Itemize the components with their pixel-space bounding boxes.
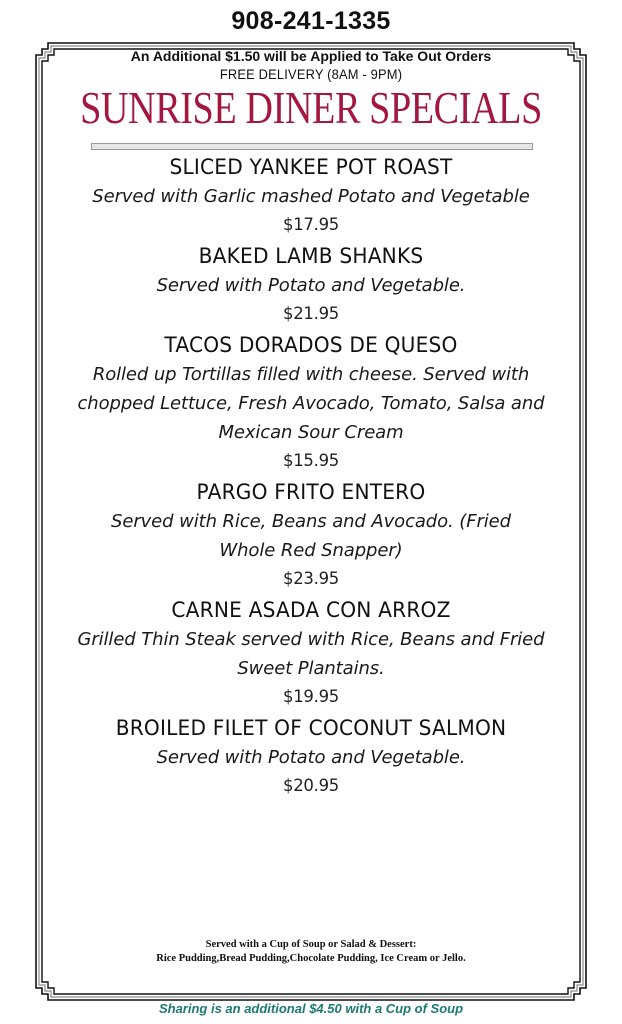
- special-description: Served with Potato and Vegetable.: [156, 275, 466, 296]
- included-sides-note: [0, 938, 622, 966]
- special-item: [60, 330, 562, 475]
- special-name: PARGO FRITO ENTERO: [196, 480, 426, 504]
- special-name: BROILED FILET OF COCONUT SALMON: [115, 716, 507, 740]
- special-name: SLICED YANKEE POT ROAST: [169, 155, 453, 179]
- special-price: $21.95: [283, 304, 339, 323]
- free-delivery-note: FREE DELIVERY (8AM - 9PM): [219, 66, 403, 82]
- special-description: Rolled up Tortillas filled with cheese. Served with chopped Lettuce, Fresh Avocado, Tomato, Salsa and Mexican Sour Cream: [77, 364, 545, 443]
- phone-number: 908-241-1335: [231, 7, 391, 35]
- special-price: $17.95: [283, 215, 339, 234]
- special-description: Served with Rice, Beans and Avocado. (Fried Whole Red Snapper): [111, 511, 511, 561]
- special-description: Grilled Thin Steak served with Rice, Beans and Fried Sweet Plantains.: [77, 629, 545, 679]
- title-divider: [91, 143, 533, 150]
- special-price: $20.95: [283, 776, 339, 795]
- special-price: $19.95: [283, 687, 339, 706]
- special-description: Served with Potato and Vegetable.: [156, 747, 466, 768]
- special-description: Served with Garlic mashed Potato and Vegetable: [92, 186, 530, 207]
- included-sides-line-1: Served with a Cup of Soup or Salad & Dessert:: [205, 939, 417, 950]
- takeout-surcharge-note: An Additional $1.50 will be Applied to Take Out Orders: [130, 48, 492, 64]
- included-sides-line-2: Rice Pudding,Bread Pudding,Chocolate Pudding, Ice Cream or Jello.: [156, 953, 466, 964]
- special-item: [60, 713, 562, 800]
- special-name: BAKED LAMB SHANKS: [198, 244, 424, 268]
- special-name: TACOS DORADOS DE QUESO: [164, 333, 458, 357]
- menu-title: SUNRISE DINER SPECIALS: [80, 82, 542, 133]
- special-price: $23.95: [283, 569, 339, 588]
- special-name: CARNE ASADA CON ARROZ: [171, 598, 451, 622]
- special-item: [60, 477, 562, 593]
- sharing-surcharge-note: Sharing is an additional $4.50 with a Cup of Soup: [158, 1001, 464, 1016]
- specials-list: [60, 152, 562, 802]
- special-item: [60, 595, 562, 711]
- special-item: [60, 152, 562, 239]
- special-item: [60, 241, 562, 328]
- special-price: $15.95: [283, 451, 339, 470]
